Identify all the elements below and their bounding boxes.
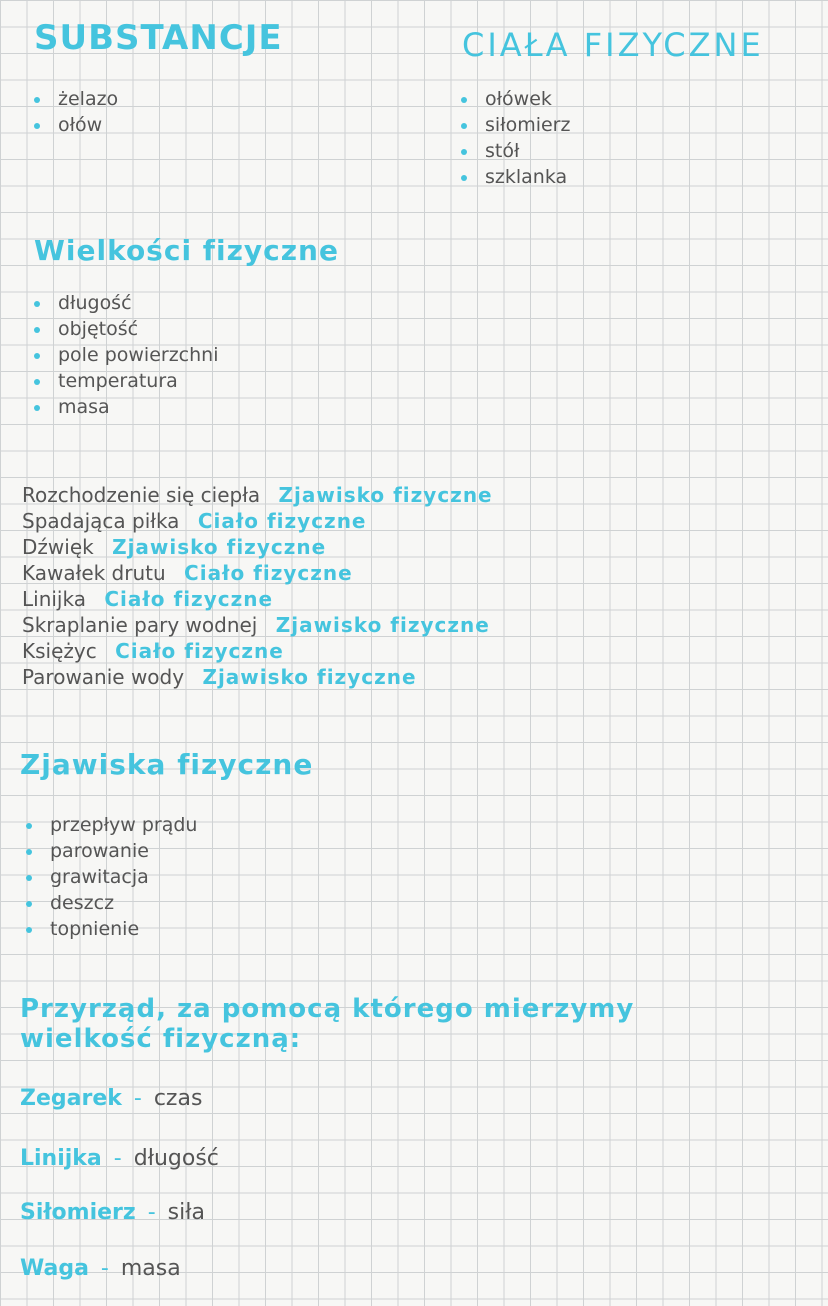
ciala-title: CIAŁA FIZYCZNE — [462, 26, 764, 64]
przyrzad-title-line1: Przyrząd, za pomocą którego mierzymy — [20, 994, 635, 1024]
classification-row — [22, 586, 493, 612]
list-item: przepływ prądu — [20, 812, 197, 838]
classification-term: Księżyc — [22, 639, 97, 663]
pair-row — [20, 1146, 219, 1171]
list-item: temperatura — [28, 368, 218, 394]
classification-list — [22, 482, 493, 690]
list-item: masa — [28, 394, 218, 420]
classification-category: Ciało fizyczne — [104, 587, 274, 611]
pair-dash: - — [100, 1256, 109, 1281]
wielkosci-title: Wielkości fizyczne — [34, 234, 339, 267]
list-item: ołówek — [455, 86, 570, 112]
list-item: pole powierzchni — [28, 342, 218, 368]
classification-row — [22, 508, 493, 534]
list-item: żelazo — [28, 86, 118, 112]
classification-term: Skraplanie pary wodnej — [22, 613, 258, 637]
classification-row — [22, 638, 493, 664]
ciala-list — [455, 86, 570, 190]
pair-quantity: długość — [133, 1146, 219, 1171]
classification-row — [22, 664, 493, 690]
classification-category: Zjawisko fizyczne — [278, 483, 493, 507]
classification-row — [22, 612, 493, 638]
pair-quantity: siła — [167, 1200, 205, 1225]
zjawiska-list — [20, 812, 197, 942]
list-item: siłomierz — [455, 112, 570, 138]
przyrzad-title-line2: wielkość fizyczną: — [20, 1024, 302, 1054]
pair-dash: - — [113, 1146, 122, 1171]
wielkosci-list — [28, 290, 218, 420]
classification-term: Dźwięk — [22, 535, 94, 559]
pair-tool: Linijka — [20, 1146, 102, 1171]
substancje-list — [28, 86, 118, 138]
classification-term: Linijka — [22, 587, 86, 611]
classification-term: Spadająca piłka — [22, 509, 180, 533]
pair-dash: - — [133, 1086, 142, 1111]
pair-quantity: masa — [120, 1256, 181, 1281]
list-item: ołów — [28, 112, 118, 138]
classification-category: Zjawisko fizyczne — [275, 613, 490, 637]
pair-tool: Waga — [20, 1256, 89, 1281]
classification-category: Zjawisko fizyczne — [112, 535, 327, 559]
pair-row — [20, 1200, 205, 1225]
list-item: topnienie — [20, 916, 197, 942]
classification-row — [22, 482, 493, 508]
substancje-title: SUBSTANCJE — [34, 18, 283, 58]
classification-row — [22, 534, 493, 560]
classification-category: Zjawisko fizyczne — [202, 665, 417, 689]
list-item: stół — [455, 138, 570, 164]
pair-tool: Siłomierz — [20, 1200, 136, 1225]
pair-row — [20, 1086, 202, 1111]
list-item: objętość — [28, 316, 218, 342]
classification-category: Ciało fizyczne — [184, 561, 353, 585]
pair-tool: Zegarek — [20, 1086, 122, 1111]
pair-quantity: czas — [153, 1086, 203, 1111]
list-item: grawitacja — [20, 864, 197, 890]
classification-term: Kawałek drutu — [22, 561, 166, 585]
classification-category: Ciało fizyczne — [115, 639, 284, 663]
pair-dash: - — [147, 1200, 156, 1225]
list-item: długość — [28, 290, 218, 316]
list-item: deszcz — [20, 890, 197, 916]
classification-category: Ciało fizyczne — [197, 509, 367, 533]
przyrzad-title — [20, 994, 634, 1054]
pair-row — [20, 1256, 181, 1281]
zjawiska-title: Zjawiska fizyczne — [20, 748, 314, 781]
classification-term: Parowanie wody — [22, 665, 185, 689]
classification-row — [22, 560, 493, 586]
list-item: parowanie — [20, 838, 197, 864]
list-item: szklanka — [455, 164, 570, 190]
classification-term: Rozchodzenie się ciepła — [22, 483, 261, 507]
